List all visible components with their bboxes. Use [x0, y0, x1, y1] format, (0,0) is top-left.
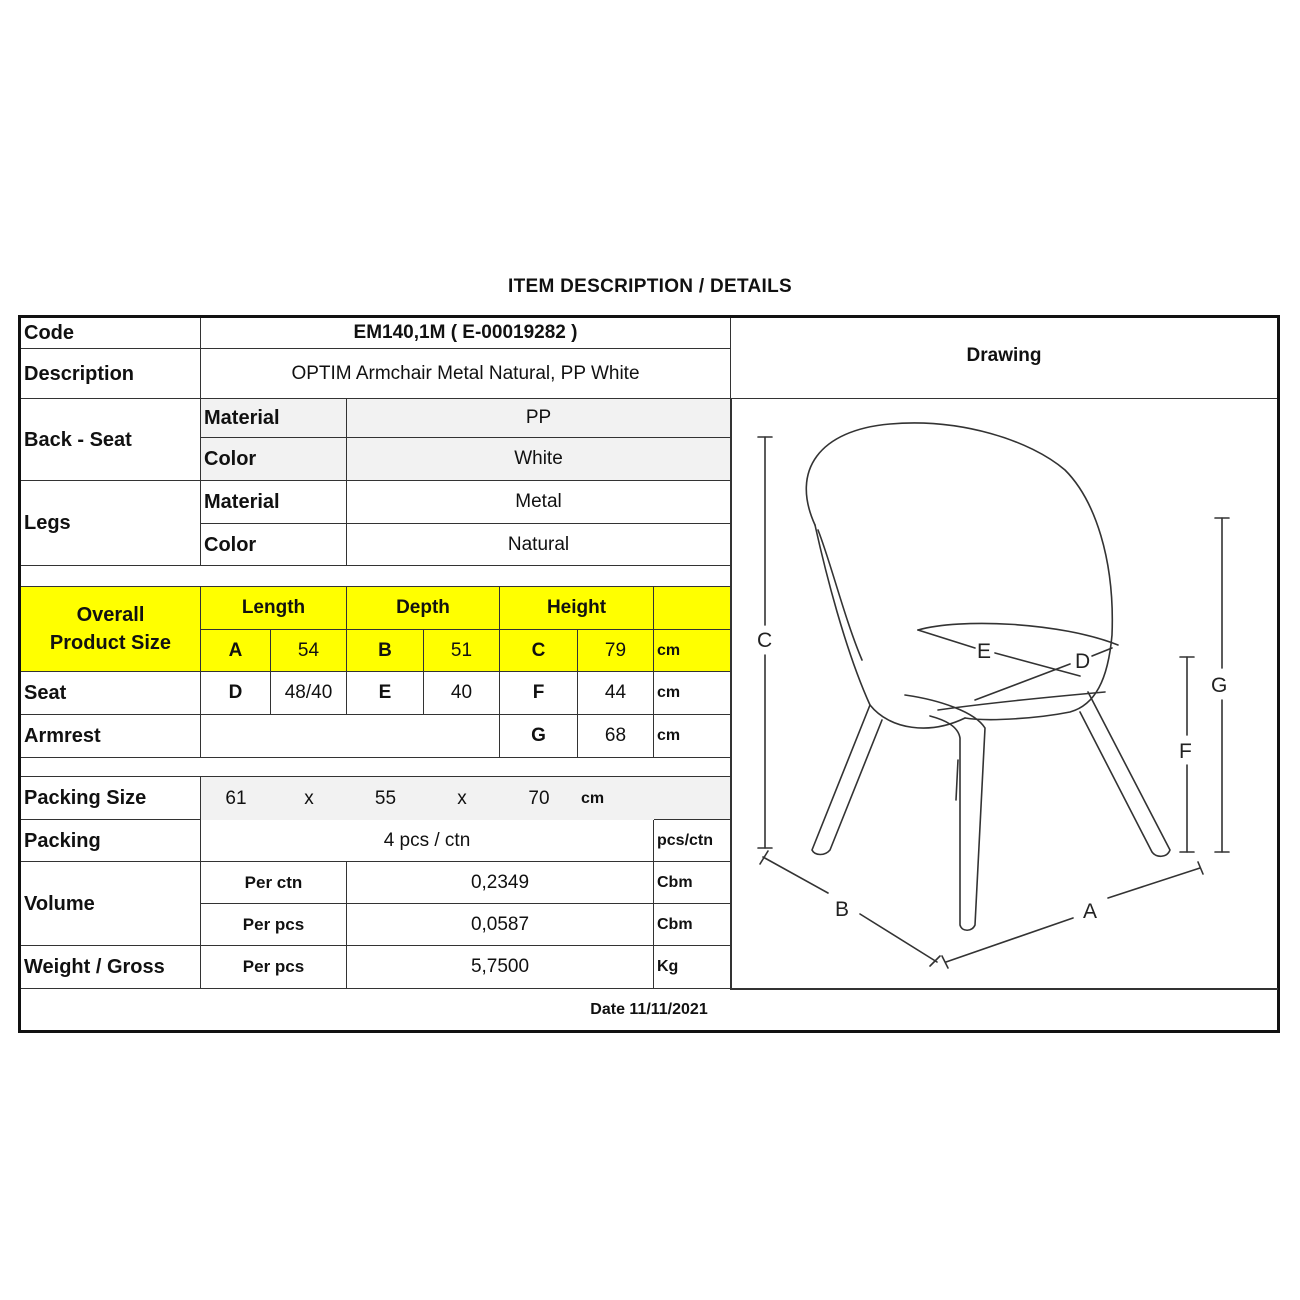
chair-shell-side — [815, 525, 965, 728]
chair-drawing — [730, 398, 1278, 988]
chair-seat-edge — [918, 623, 1118, 645]
seat-unit: cm — [654, 672, 731, 715]
dim-e-letter: E — [347, 672, 424, 715]
packing-width: 55 — [347, 777, 424, 820]
packing-x-2: x — [424, 777, 500, 820]
dim-g-letter: G — [500, 715, 578, 758]
dim-b-tick-left — [760, 851, 768, 864]
back-seat-color-value: White — [347, 438, 731, 481]
volume-per-pcs-label: Per pcs — [201, 904, 347, 946]
volume-per-pcs-unit: Cbm — [654, 904, 731, 946]
dim-g-value: 68 — [578, 715, 654, 758]
legs-material-value: Metal — [347, 481, 731, 524]
packing-x-1: x — [271, 777, 347, 820]
overall-blank-header — [654, 587, 731, 630]
volume-per-pcs-value: 0,0587 — [347, 904, 654, 946]
dim-d-label: D — [1075, 650, 1091, 673]
dim-c-label: C — [757, 629, 773, 652]
chair-leg-right — [1080, 692, 1170, 856]
overall-size-label: Overall Product Size — [21, 587, 201, 672]
packing-height: 70 — [500, 777, 578, 820]
chair-shell-rim — [818, 530, 862, 660]
spacer-row — [21, 758, 731, 777]
dim-e-label: E — [977, 640, 992, 663]
drawing-header: Drawing — [731, 318, 1277, 399]
chair-shell-outline — [806, 423, 1112, 720]
legs-color-label: Color — [201, 524, 347, 566]
dim-b-letter: B — [347, 630, 424, 672]
legs-color-value: Natural — [347, 524, 731, 566]
volume-label: Volume — [21, 862, 201, 946]
document-title: ITEM DESCRIPTION / DETAILS — [507, 276, 792, 297]
dim-b-line — [763, 857, 828, 893]
dim-d-value: 48/40 — [271, 672, 347, 715]
packing-size-unit: cm — [578, 777, 654, 820]
dim-e-line — [918, 630, 975, 648]
dim-b-line-2 — [860, 914, 937, 962]
back-seat-material-value: PP — [347, 399, 731, 438]
dim-d-line — [975, 664, 1070, 700]
length-header: Length — [201, 587, 347, 630]
packing-value: 4 pcs / ctn — [201, 820, 654, 862]
packing-label: Packing — [21, 820, 201, 862]
depth-header: Depth — [347, 587, 500, 630]
legs-label: Legs — [21, 481, 201, 566]
legs-material-label: Material — [201, 481, 347, 524]
volume-per-ctn-label: Per ctn — [201, 862, 347, 904]
dim-d-letter: D — [201, 672, 271, 715]
dim-c-value: 79 — [578, 630, 654, 672]
weight-per-pcs-label: Per pcs — [201, 946, 347, 989]
back-seat-material-label: Material — [201, 399, 347, 438]
volume-per-ctn-unit: Cbm — [654, 862, 731, 904]
code-value: EM140,1M ( E-00019282 ) — [201, 318, 731, 349]
dim-b-tick-right — [930, 956, 940, 966]
chair-diagram — [730, 398, 1278, 988]
dim-a-line-2 — [1108, 868, 1200, 898]
dim-a-label: A — [1083, 900, 1098, 923]
chair-leg-center — [905, 695, 985, 930]
chair-leg-back — [956, 760, 958, 800]
description-label: Description — [21, 349, 201, 399]
dim-b-label: B — [835, 898, 850, 921]
packing-size-label: Packing Size — [21, 777, 201, 820]
dim-a-value: 54 — [271, 630, 347, 672]
dim-b-value: 51 — [424, 630, 500, 672]
armrest-blank — [201, 715, 500, 758]
weight-unit: Kg — [654, 946, 731, 989]
back-seat-label: Back - Seat — [21, 399, 201, 481]
chair-leg-left-front — [812, 705, 882, 855]
height-header: Height — [500, 587, 654, 630]
dim-f-value: 44 — [578, 672, 654, 715]
date-footer: Date 11/11/2021 — [590, 1000, 708, 1018]
packing-length: 61 — [201, 777, 271, 820]
seat-label: Seat — [21, 672, 201, 715]
dim-f-letter: F — [500, 672, 578, 715]
armrest-unit: cm — [654, 715, 731, 758]
weight-label: Weight / Gross — [21, 946, 201, 989]
dim-a-line — [946, 918, 1073, 962]
packing-unit: pcs/ctn — [654, 820, 731, 862]
dim-a-letter: A — [201, 630, 271, 672]
dim-c-letter: C — [500, 630, 578, 672]
dim-e-value: 40 — [424, 672, 500, 715]
spacer-row — [21, 566, 731, 587]
armrest-label: Armrest — [21, 715, 201, 758]
drawing-bottom-border — [730, 988, 1278, 990]
weight-value: 5,7500 — [347, 946, 654, 989]
dim-g-label: G — [1211, 674, 1228, 697]
dim-f-label: F — [1179, 740, 1192, 763]
overall-unit: cm — [654, 630, 731, 672]
code-label: Code — [21, 318, 201, 349]
volume-per-ctn-value: 0,2349 — [347, 862, 654, 904]
back-seat-color-label: Color — [201, 438, 347, 481]
description-value: OPTIM Armchair Metal Natural, PP White — [201, 349, 731, 399]
